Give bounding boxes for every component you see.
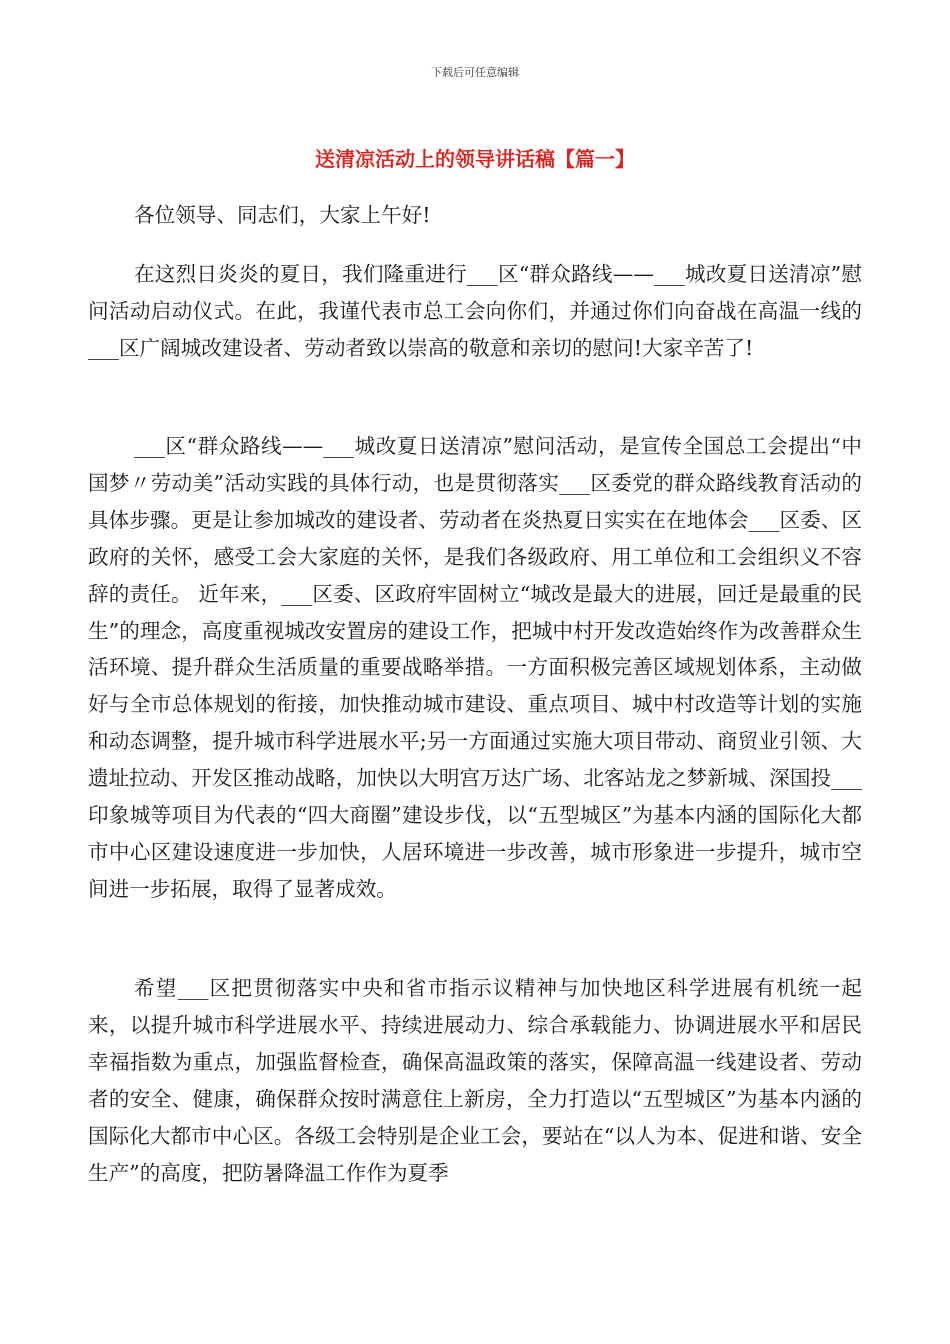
greeting: 各位领导、同志们，大家上午好! bbox=[134, 203, 431, 227]
document-title: 送清凉活动上的领导讲话稿【篇一】 bbox=[315, 147, 635, 171]
paragraph-2-text: ___区“群众路线——___城改夏日送清凉”慰问活动，是宣传全国总工会提出“中国梦〃劳动美”活动实践的具体行动，也是贯彻落实___区委党的群众路线教育活动的具体步骤。更是让参加城改的建设者、劳动者在炎热夏日实实在在地体会___区委、区政府的关怀，感受工会大家庭的关怀，是我们各级政府、用工单位和工会组织义不容辞的责任。 近年来，___区委、区政府牢固树立“城改是最大的进展，回迁是最重的民生”的理念，高度重视城改安置房的建设工作，把城中村开发改造始终作为改善群众生活环境、提升群众生活质量的重要战略举措。一方面积极完善区域规划体系，主动做好与全市总体规划的衔接，加快推动城市建设、重点项目、城中村改造等计划的实施和动态调整，提升城市科学进展水平;另一方面通过实施大项目带动、商贸业引领、大遗址拉动、开发区推动战略，加快以大明宫万达广场、北客站龙之梦新城、深国投___印象城等项目为代表的“四大商圈”建设步伐，以“五型城区”为基本内涵的国际化大都市中心区建设速度进一步加快，人居环境进一步改善，城市形象进一步提升，城市空间进一步拓展，取得了显著成效。 bbox=[88, 434, 862, 901]
paragraph-3 bbox=[88, 970, 862, 1191]
paragraph-1-text: 在这烈日炎炎的夏日，我们隆重进行___区“群众路线——___城改夏日送清凉”慰问活动启动仪式。在此，我谨代表市总工会向你们，并通过你们向奋战在高温一线的___区广阔城改建设者、劳动者致以崇高的敬意和亲切的慰问!大家辛苦了! bbox=[88, 262, 862, 360]
paragraph-3-text: 希望___区把贯彻落实中央和省市指示议精神与加快地区科学进展有机统一起来，以提升城市科学进展水平、持续进展动力、综合承载能力、协调进展水平和居民幸福指数为重点，加强监督检查，确保高温政策的落实，保障高温一线建设者、劳动者的安全、健康，确保群众按时满意住上新房，全力打造以“五型城区”为基本内涵的国际化大都市中心区。各级工会特别是企业工会，要站在“以人为本、促进和谐、安全生产”的高度，把防暑降温工作作为夏季 bbox=[88, 976, 862, 1185]
paragraph-2 bbox=[88, 428, 862, 908]
paragraph-1 bbox=[88, 256, 862, 367]
header-note: 下载后可任意编辑 bbox=[431, 66, 519, 79]
